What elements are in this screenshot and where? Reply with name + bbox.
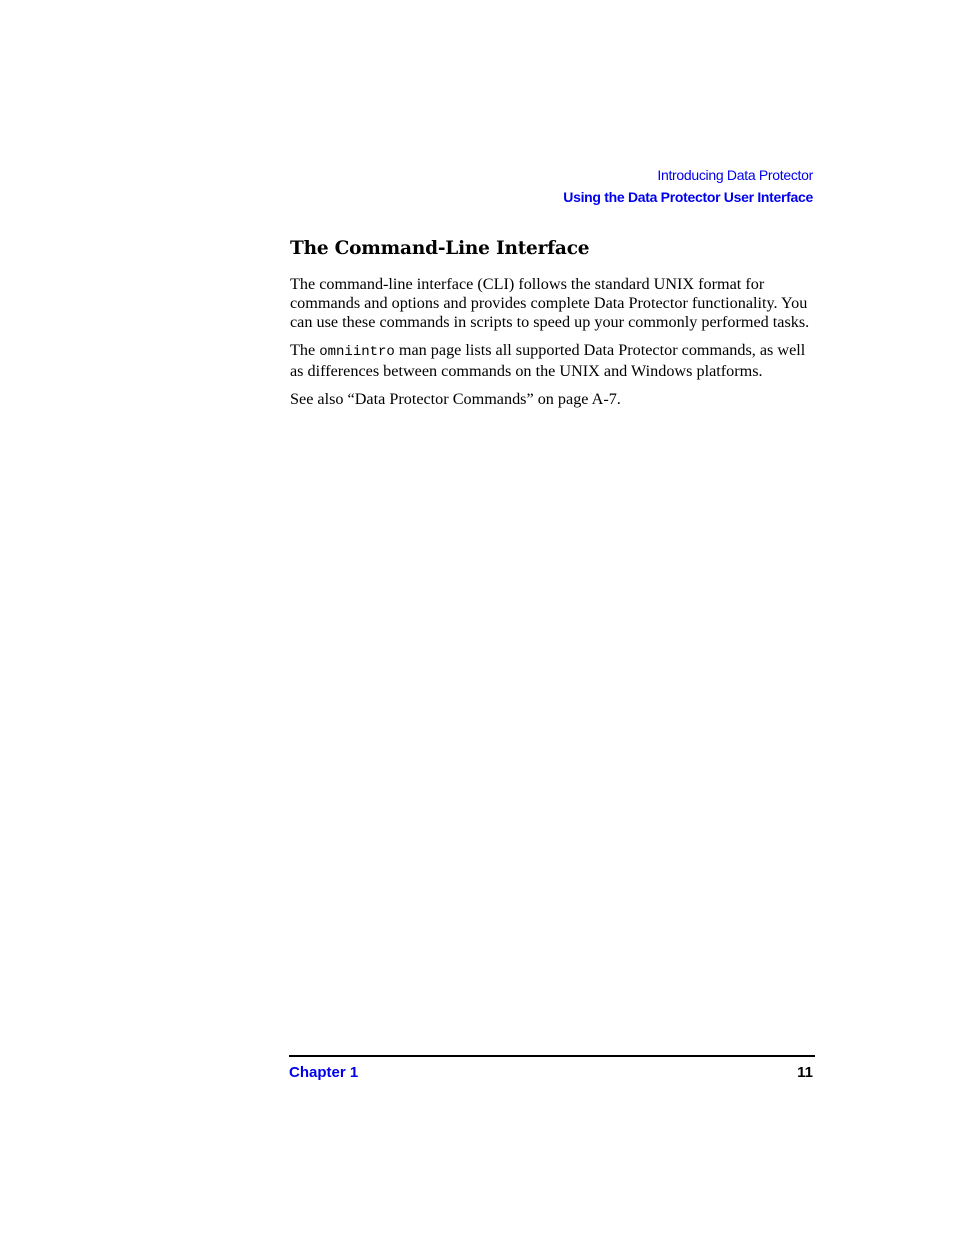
section-heading: The Command-Line Interface <box>290 238 590 259</box>
main-content <box>290 236 818 418</box>
paragraph-see-also-link[interactable]: See also “Data Protector Commands” on page A-7. <box>290 390 621 408</box>
running-head-chapter-link[interactable]: Introducing Data Protector <box>657 167 813 183</box>
paragraph-cli-description: The command-line interface (CLI) follows the standard UNIX format for commands and options and provides complete Data Protector functionality. You can use these commands in scripts to speed up your commonly performed tasks. <box>290 275 810 331</box>
paragraph-omniintro <box>290 341 818 381</box>
footer-page-number: 11 <box>797 1064 813 1081</box>
paragraph-omniintro-lead: The <box>290 341 320 359</box>
paragraph-omniintro-rest: man page lists all supported Data Protector commands, as well as differences between commands on the UNIX and Windows platforms. <box>290 341 806 380</box>
footer-chapter-link[interactable]: Chapter 1 <box>289 1064 359 1081</box>
footer-rule <box>289 1055 815 1057</box>
omniintro-command-code: omniintro <box>319 344 395 360</box>
running-head-section-link[interactable]: Using the Data Protector User Interface <box>563 189 813 205</box>
